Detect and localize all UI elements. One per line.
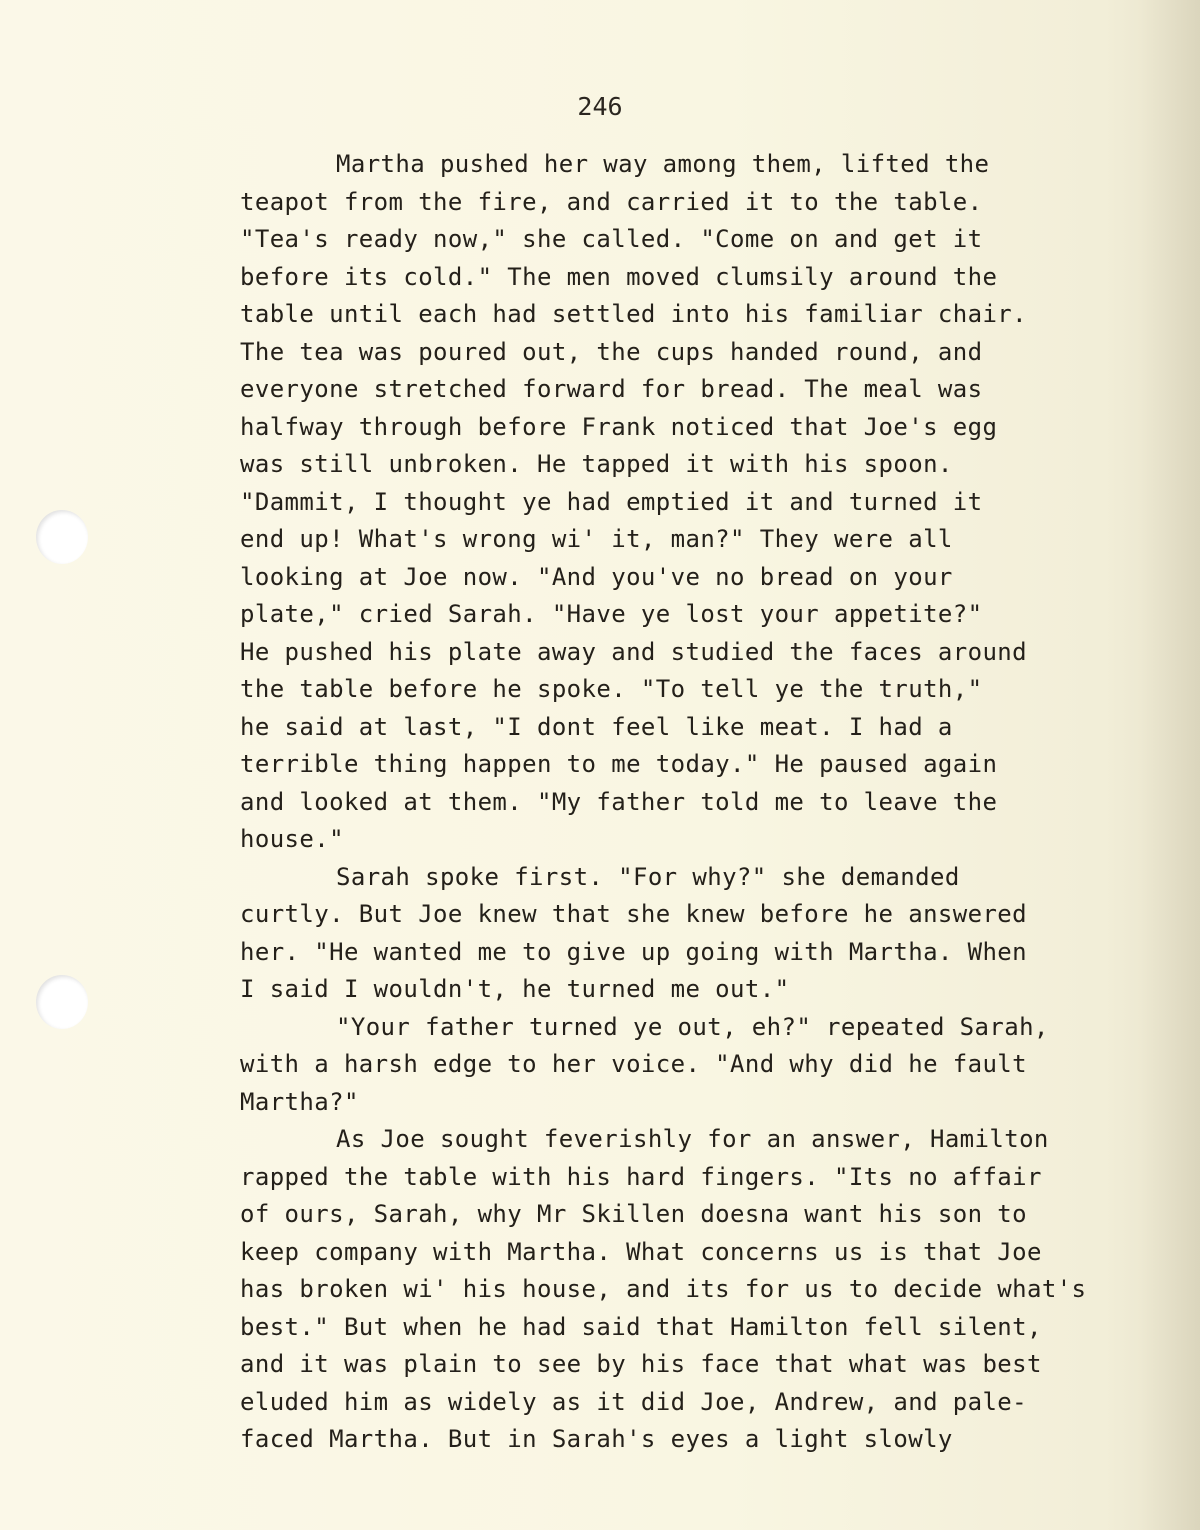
text-line: The tea was poured out, the cups handed round, and <box>240 337 983 366</box>
punch-hole-top <box>36 510 88 564</box>
text-line: everyone stretched forward for bread. The meal was <box>240 375 983 403</box>
text-line: before its cold." The men moved clumsily around the <box>240 262 998 291</box>
punch-hole-bottom <box>36 975 88 1029</box>
text-line: He pushed his plate away and studied the faces around <box>240 637 1028 666</box>
text-line: with a harsh edge to her voice. "And why did he fault <box>240 1050 1028 1078</box>
text-line: has broken wi' his house, and its for us to decide what's <box>240 1275 1087 1303</box>
text-line: house." <box>240 825 344 853</box>
text-line: he said at last, "I dont feel like meat. I had a <box>240 712 953 741</box>
page-edge-shadow <box>1140 0 1200 1530</box>
text-line: her. "He wanted me to give up going with Martha. When <box>240 937 1028 966</box>
text-line: "Your father turned ye out, eh?" repeated Sarah, <box>336 1012 1049 1041</box>
text-line: halfway through before Frank noticed that Joe's egg <box>240 412 998 441</box>
text-line: keep company with Martha. What concerns us is that Joe <box>240 1237 1042 1266</box>
text-line: and it was plain to see by his face that what was best <box>240 1350 1042 1378</box>
text-line: Martha pushed her way among them, lifted the <box>336 150 990 178</box>
body-text <box>240 146 1140 1459</box>
text-line: eluded him as widely as it did Joe, Andrew, and pale- <box>240 1387 1028 1416</box>
text-line: Martha?" <box>240 1087 359 1116</box>
text-line: was still unbroken. He tapped it with his spoon. <box>240 450 953 478</box>
text-line: faced Martha. But in Sarah's eyes a light slowly <box>240 1425 953 1453</box>
text-line: terrible thing happen to me today." He paused again <box>240 750 998 778</box>
text-line: and looked at them. "My father told me to leave the <box>240 787 998 816</box>
text-line: looking at Joe now. "And you've no bread on your <box>240 562 953 591</box>
text-line: "Dammit, I thought ye had emptied it and turned it <box>240 487 983 516</box>
text-line: best." But when he had said that Hamilton fell silent, <box>240 1312 1042 1341</box>
text-line: curtly. But Joe knew that she knew before he answered <box>240 900 1028 928</box>
text-line: "Tea's ready now," she called. "Come on and get it <box>240 225 983 253</box>
text-line: table until each had settled into his familiar chair. <box>240 300 1028 328</box>
text-line: teapot from the fire, and carried it to the table. <box>240 187 983 216</box>
text-line: plate," cried Sarah. "Have ye lost your appetite?" <box>240 600 983 628</box>
text-line: of ours, Sarah, why Mr Skillen doesna want his son to <box>240 1200 1028 1228</box>
page-number: 246 <box>577 92 623 121</box>
text-line: As Joe sought feverishly for an answer, Hamilton <box>336 1125 1049 1153</box>
text-line: Sarah spoke first. "For why?" she demanded <box>336 862 960 891</box>
text-line: end up! What's wrong wi' it, man?" They were all <box>240 525 953 553</box>
text-line: the table before he spoke. "To tell ye the truth," <box>240 675 983 703</box>
text-line: rapped the table with his hard fingers. "Its no affair <box>240 1162 1042 1191</box>
text-line: I said I wouldn't, he turned me out." <box>240 975 790 1003</box>
